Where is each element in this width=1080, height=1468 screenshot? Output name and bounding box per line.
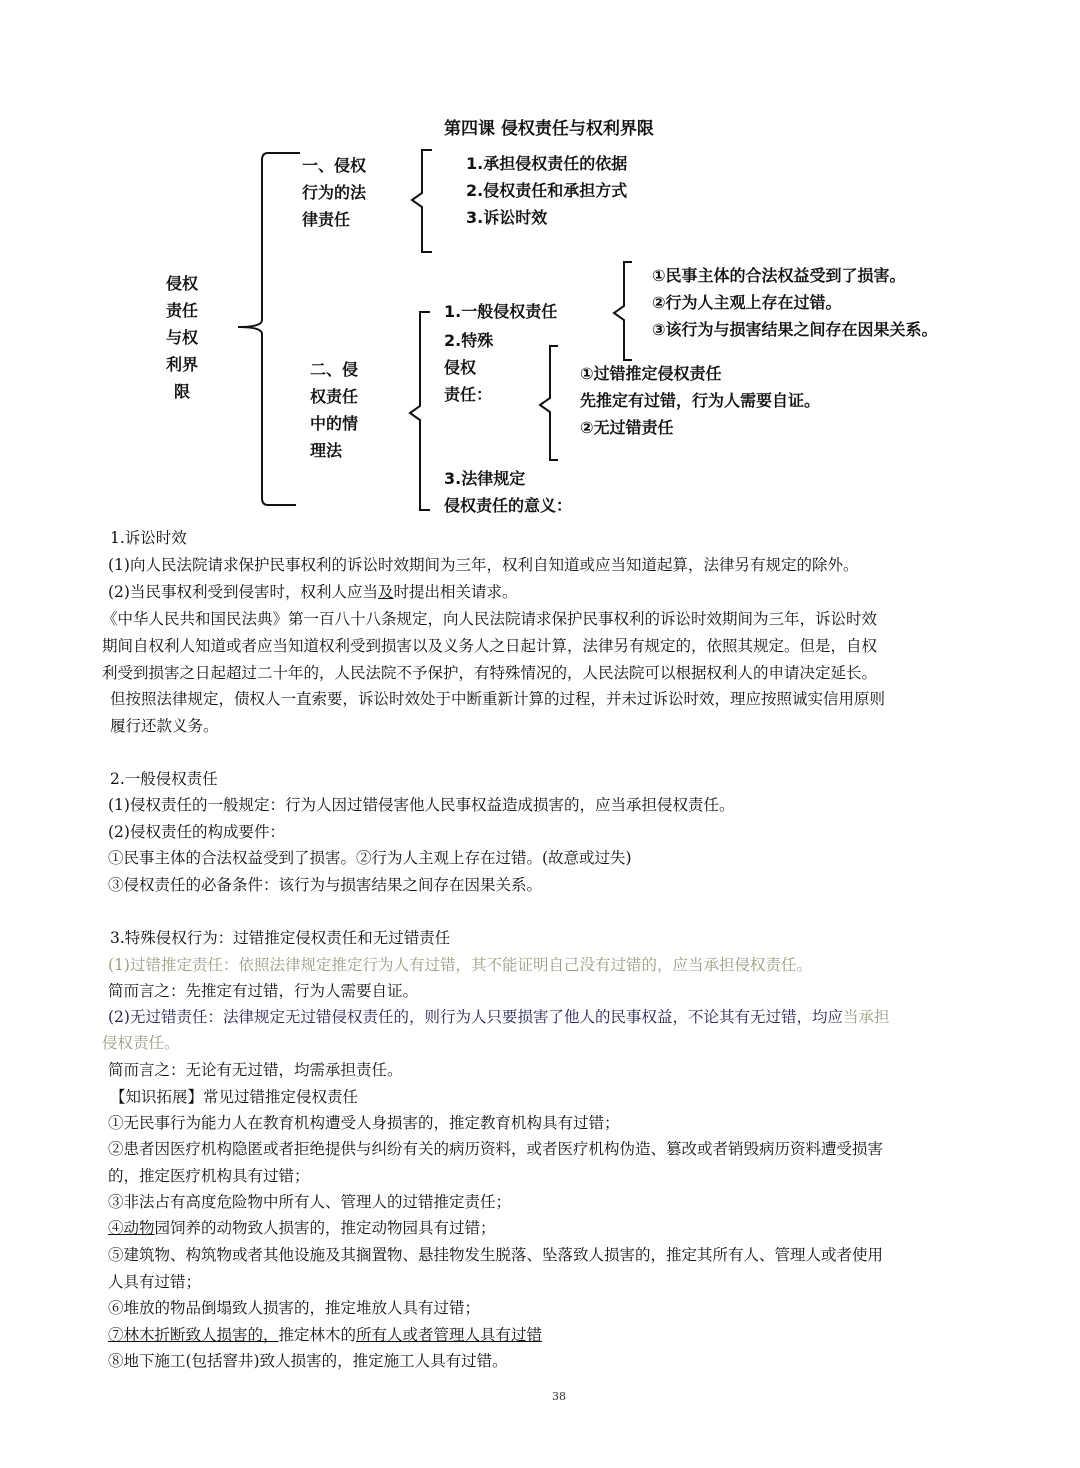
branch2-label [310, 356, 358, 464]
paragraph [110, 686, 885, 740]
paragraph: (2)侵权责任的构成要件： [108, 823, 285, 841]
list-item: ①无民事行为能力人在教育机构遭受人身损害的，推定教育机构具有过错； [108, 1114, 620, 1132]
special-line: 2.特殊 [444, 331, 494, 350]
text: (2)当民事权利受到侵害时，权利人应当 [108, 583, 378, 601]
paragraph: (1)向人民法院请求保护民事权利的诉讼时效期间为三年，权利自知道或应当知道起算，法律另有规定的除外。 [108, 556, 859, 574]
branch1-label-line: 一、侵权 [302, 156, 367, 175]
quote-line: 期间自权利人知道或者应当知道权利受到损害以及义务人之日起计算，法律另有规定的，依照其规定。但是，自权 [102, 637, 878, 655]
special-item: ①过错推定侵权责任 [580, 364, 722, 383]
s2-heading: 2.一般侵权责任 [110, 770, 218, 788]
quote-line: 利受到损害之日起超过二十年的，人民法院不予保护，有特殊情况的，人民法院可以根据权利人的申请决定延长。 [102, 664, 878, 682]
list-item-line: 的，推定医疗机构具有过错； [108, 1167, 310, 1185]
branch2-label-line: 理法 [310, 441, 343, 460]
list-item-line: 人具有过错； [108, 1273, 202, 1291]
special-line: 侵权 [444, 358, 477, 377]
special-tort [444, 327, 493, 408]
branch1-item: 1.承担侵权责任的依据 [466, 154, 628, 173]
branch2-bracket [410, 312, 430, 510]
special-item: ②无过错责任 [580, 418, 674, 437]
underlined-text: ④动物 [108, 1219, 155, 1237]
list-item-line: ⑤建筑物、构筑物或者其他设施及其搁置物、悬挂物发生脱落、坠落致人损害的，推定其所有人、管理人或者使用 [108, 1246, 884, 1264]
quote-line: 《中华人民共和国民法典》第一百八十八条规定，向人民法院请求保护民事权利的诉讼时效期间为三年，诉讼时效 [102, 610, 878, 628]
list-item: ③非法占有高度危险物中所有人、管理人的过错推定责任； [108, 1193, 512, 1211]
root-brace [238, 153, 300, 505]
branch1-label-line: 行为的法 [302, 183, 367, 202]
paragraph [108, 579, 518, 606]
text: 推定林木的 [278, 1326, 357, 1344]
list-item: ⑥堆放的物品倒塌致人损害的，推定堆放人具有过错； [108, 1299, 481, 1317]
general-tort: 1.一般侵权责任 [444, 302, 558, 321]
list-item-line: ②患者因医疗机构隐匿或者拒绝提供与纠纷有关的病历资料，或者医疗机构伪造、篡改或者销毁病历资料遭受损害 [108, 1140, 884, 1158]
list-item [108, 1242, 883, 1296]
list-item [108, 1215, 496, 1242]
list-item: ⑧地下施工(包括窨井)致人损害的，推定施工人具有过错。 [108, 1352, 508, 1370]
branch2-label-line: 权责任 [310, 387, 359, 406]
text: 时提出相关请求。 [393, 583, 518, 601]
paragraph: 简而言之：无论有无过错，均需承担责任。 [108, 1061, 403, 1079]
underlined-text: ⑦林木折断致人损害的， [108, 1326, 279, 1344]
page-number: 38 [552, 1390, 566, 1403]
s3-heading: 3.特殊侵权行为：过错推定侵权责任和无过错责任 [110, 929, 451, 947]
branch2-label-line: 二、侵 [310, 360, 359, 379]
special-line: 责任： [444, 385, 493, 404]
paragraph-line: 但按照法律规定，债权人一直索要，诉讼时效处于中断重新计算的过程，并未过诉讼时效，理应按照诚实信用原则 [110, 690, 886, 708]
root-line: 限 [174, 382, 191, 401]
list-item [108, 1322, 542, 1349]
text: 园饲养的动物致人损害的，推定动物园具有过错； [154, 1219, 496, 1237]
page-title: 第四课 侵权责任与权利界限 [444, 119, 654, 139]
paragraph: ③侵权责任的必备条件：该行为与损害结果之间存在因果关系。 [108, 876, 543, 894]
legal-line: 3.法律规定 [444, 469, 526, 488]
paragraph-line: 履行还款义务。 [110, 717, 219, 735]
root-line: 利界 [166, 355, 199, 374]
branch1-items [466, 150, 627, 231]
underlined-text: 所有人或者管理人具有过错 [356, 1326, 543, 1344]
civil-code-quote [102, 606, 877, 687]
paragraph: (1)侵权责任的一般规定：行为人因过错侵害他人民事权益造成损害的，应当承担侵权责任。 [108, 796, 735, 814]
general-elements [652, 262, 938, 343]
mindmap-root [166, 270, 198, 405]
special-bracket [540, 346, 558, 460]
element-item: ②行为人主观上存在过错。 [652, 293, 842, 312]
root-line: 与权 [166, 328, 199, 347]
paragraph: 侵权责任。 [102, 1034, 180, 1052]
branch1-bracket [412, 150, 432, 252]
paragraph [108, 1004, 889, 1031]
list-item [108, 1136, 883, 1190]
underlined-text: 及 [377, 583, 394, 601]
ext-heading: 【知识拓展】常见过错推定侵权责任 [110, 1088, 359, 1106]
legal-tort [444, 465, 572, 519]
text: (2)无过错责任：法律规定无过错侵权责任的，则行为人只要损害了他人的民事权益，不论其有无过错，均应 [108, 1008, 843, 1026]
branch1-item: 3.诉讼时效 [466, 208, 548, 227]
special-item: 先推定有过错，行为人需要自证。 [580, 391, 821, 410]
text: 当承担 [842, 1008, 890, 1026]
branch1-label [302, 152, 366, 233]
legal-line: 侵权责任的意义： [444, 496, 573, 515]
element-item: ③该行为与损害结果之间存在因果关系。 [652, 320, 938, 339]
branch1-item: 2.侵权责任和承担方式 [466, 181, 628, 200]
elements-bracket [614, 262, 632, 360]
special-items [580, 360, 820, 441]
branch2-label-line: 中的情 [310, 414, 359, 433]
root-line: 侵权 [166, 274, 199, 293]
paragraph: 简而言之：先推定有过错，行为人需要自证。 [108, 982, 419, 1000]
root-line: 责任 [166, 301, 199, 320]
branch1-label-line: 律责任 [302, 210, 351, 229]
paragraph: (1)过错推定责任：依照法律规定推定行为人有过错，其不能证明自己没有过错的，应当承担侵权责任。 [108, 956, 812, 974]
paragraph: ①民事主体的合法权益受到了损害。②行为人主观上存在过错。(故意或过失) [108, 849, 632, 867]
s1-heading: 1.诉讼时效 [110, 529, 187, 547]
element-item: ①民事主体的合法权益受到了损害。 [652, 266, 906, 285]
